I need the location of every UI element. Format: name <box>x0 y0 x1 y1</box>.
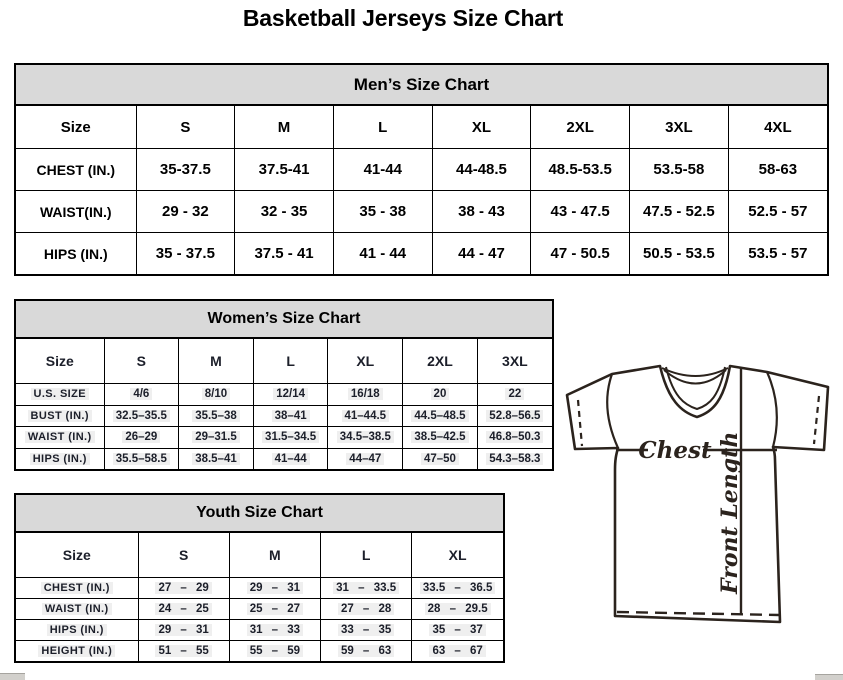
size-value-cell: 38.5–41 <box>179 448 254 469</box>
size-value-cell: 27 – 28 <box>321 599 412 620</box>
table-header-row <box>16 339 552 384</box>
table-row <box>16 578 503 599</box>
front-length-label: Front Length <box>717 431 743 594</box>
row-label-cell: CHEST (IN.) <box>16 149 136 191</box>
row-label-cell: WAIST(IN.) <box>16 191 136 233</box>
size-value-cell: 31.5–34.5 <box>253 427 328 449</box>
size-value-cell: 38–41 <box>253 405 328 427</box>
column-header-cell: 4XL <box>728 106 827 149</box>
column-header-cell: Size <box>16 106 136 149</box>
size-value-cell: 55 – 59 <box>229 641 320 662</box>
size-value-cell: 26–29 <box>104 427 179 449</box>
size-value-cell: 29 – 31 <box>229 578 320 599</box>
size-value-cell: 33 – 35 <box>321 620 412 641</box>
size-value-cell: 32 - 35 <box>235 191 334 233</box>
size-value-cell: 47 - 50.5 <box>531 233 630 275</box>
table-row <box>16 384 552 406</box>
column-header-cell: S <box>136 106 235 149</box>
size-value-cell: 46.8–50.3 <box>477 427 552 449</box>
column-header-cell: M <box>229 533 320 578</box>
table-row <box>16 599 503 620</box>
size-value-cell: 35 - 37.5 <box>136 233 235 275</box>
size-value-cell: 41-44 <box>333 149 432 191</box>
youth-table-title: Youth Size Chart <box>16 495 503 533</box>
size-value-cell: 52.5 - 57 <box>728 191 827 233</box>
column-header-cell: L <box>333 106 432 149</box>
table-row <box>16 427 552 449</box>
row-label-cell: CHEST (IN.) <box>16 578 138 599</box>
womens-size-chart-table <box>14 299 554 471</box>
table-row <box>16 191 827 233</box>
column-header-cell: M <box>179 339 254 384</box>
size-value-cell: 44–47 <box>328 448 403 469</box>
size-value-cell: 12/14 <box>253 384 328 406</box>
size-value-cell: 53.5-58 <box>630 149 729 191</box>
size-value-cell: 44-48.5 <box>432 149 531 191</box>
table-header-row <box>16 533 503 578</box>
size-value-cell: 33.5 – 36.5 <box>412 578 503 599</box>
row-label-cell: WAIST (IN.) <box>16 599 138 620</box>
size-value-cell: 31 – 33.5 <box>321 578 412 599</box>
size-value-cell: 50.5 - 53.5 <box>630 233 729 275</box>
size-value-cell: 44.5–48.5 <box>403 405 478 427</box>
column-header-cell: 2XL <box>403 339 478 384</box>
size-value-cell: 47.5 - 52.5 <box>630 191 729 233</box>
size-value-cell: 37.5 - 41 <box>235 233 334 275</box>
table-row <box>16 149 827 191</box>
size-value-cell: 41 - 44 <box>333 233 432 275</box>
size-value-cell: 29 - 32 <box>136 191 235 233</box>
size-value-cell: 4/6 <box>104 384 179 406</box>
size-value-cell: 59 – 63 <box>321 641 412 662</box>
table-row <box>16 233 827 275</box>
size-value-cell: 8/10 <box>179 384 254 406</box>
size-value-cell: 25 – 27 <box>229 599 320 620</box>
size-value-cell: 28 – 29.5 <box>412 599 503 620</box>
size-value-cell: 51 – 55 <box>138 641 229 662</box>
size-value-cell: 41–44 <box>253 448 328 469</box>
column-header-cell: 3XL <box>630 106 729 149</box>
size-value-cell: 63 – 67 <box>412 641 503 662</box>
size-value-cell: 29–31.5 <box>179 427 254 449</box>
size-value-cell: 53.5 - 57 <box>748 245 808 262</box>
size-value-cell: 58-63 <box>728 149 827 191</box>
table-row <box>16 448 552 469</box>
size-value-cell: 48.5-53.5 <box>531 149 630 191</box>
youth-size-chart-table <box>14 493 505 663</box>
size-value-cell: 24 – 25 <box>138 599 229 620</box>
column-header-cell: Size <box>16 339 104 384</box>
table-header-row <box>16 106 827 149</box>
table-row <box>16 405 552 427</box>
size-value-cell: 35-37.5 <box>136 149 235 191</box>
row-label-cell: HIPS (IN.) <box>16 233 136 275</box>
size-value-cell: 27 – 29 <box>138 578 229 599</box>
jersey-measurement-diagram <box>556 360 832 626</box>
column-header-cell: XL <box>328 339 403 384</box>
column-header-cell: S <box>138 533 229 578</box>
size-value-cell: 37.5-41 <box>235 149 334 191</box>
chest-label: Chest <box>638 437 712 464</box>
row-label-cell: HEIGHT (IN.) <box>16 641 138 662</box>
row-label-cell: WAIST (IN.) <box>16 427 104 449</box>
column-header-cell: 2XL <box>531 106 630 149</box>
column-header-cell: L <box>321 533 412 578</box>
size-value-cell: 20 <box>403 384 478 406</box>
size-value-cell: 29 – 31 <box>138 620 229 641</box>
column-header-cell: XL <box>432 106 531 149</box>
column-header-cell: L <box>253 339 328 384</box>
size-value-cell: 16/18 <box>328 384 403 406</box>
size-value-cell: 43 - 47.5 <box>531 191 630 233</box>
size-value-cell: 41–44.5 <box>328 405 403 427</box>
column-header-cell: Size <box>16 533 138 578</box>
table-row <box>16 620 503 641</box>
mens-table-title: Men’s Size Chart <box>16 65 827 106</box>
size-value-cell: 54.3–58.3 <box>477 448 552 469</box>
size-value-cell: 44 - 47 <box>432 233 531 275</box>
size-value-cell: 35 – 37 <box>412 620 503 641</box>
size-value-cell: 34.5–38.5 <box>328 427 403 449</box>
size-value-cell: 38 - 43 <box>432 191 531 233</box>
row-label-cell: BUST (IN.) <box>16 405 104 427</box>
table-row <box>16 641 503 662</box>
row-label-cell: U.S. SIZE <box>16 384 104 406</box>
size-value-cell: 47–50 <box>403 448 478 469</box>
row-label-cell: HIPS (IN.) <box>16 448 104 469</box>
column-header-cell: 3XL <box>477 339 552 384</box>
page-title: Basketball Jerseys Size Chart <box>242 5 564 31</box>
youth-table-grid <box>16 533 503 661</box>
size-value-cell: 35.5–38 <box>179 405 254 427</box>
womens-table-grid <box>16 339 552 469</box>
column-header-cell: XL <box>412 533 503 578</box>
column-header-cell: M <box>235 106 334 149</box>
size-value-cell: 38.5–42.5 <box>403 427 478 449</box>
row-label-cell: HIPS (IN.) <box>16 620 138 641</box>
size-value-cell: 52.8–56.5 <box>477 405 552 427</box>
size-value-cell: 35 - 38 <box>333 191 432 233</box>
size-value-cell: 22 <box>477 384 552 406</box>
size-value-cell: 32.5–35.5 <box>104 405 179 427</box>
column-header-cell: S <box>104 339 179 384</box>
womens-table-title: Women’s Size Chart <box>16 301 552 339</box>
size-value-cell: 31 – 33 <box>229 620 320 641</box>
mens-table-grid <box>16 106 827 274</box>
size-value-cell: 35.5–58.5 <box>104 448 179 469</box>
mens-size-chart-table <box>14 63 829 276</box>
horizontal-scrollbar-right-button[interactable] <box>815 674 843 680</box>
